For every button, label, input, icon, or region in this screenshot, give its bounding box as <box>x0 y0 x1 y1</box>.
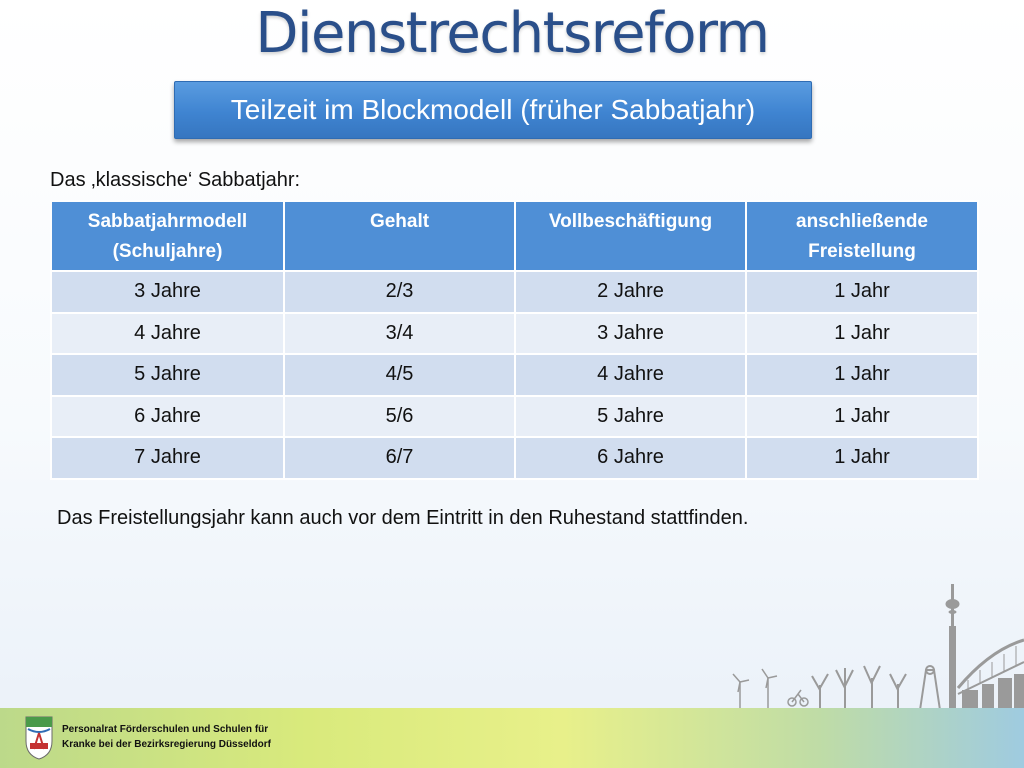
table-row <box>51 271 978 313</box>
cell-fulltime: 5 Jahre <box>515 396 746 438</box>
cell-model: 7 Jahre <box>51 437 284 479</box>
cell-salary: 3/4 <box>284 313 515 355</box>
cell-model: 4 Jahre <box>51 313 284 355</box>
cell-release: 1 Jahr <box>746 396 978 438</box>
cell-release: 1 Jahr <box>746 313 978 355</box>
city-skyline-icon <box>700 570 1024 710</box>
cell-model: 5 Jahre <box>51 354 284 396</box>
cell-salary: 2/3 <box>284 271 515 313</box>
table-row <box>51 437 978 479</box>
slide-title: Dienstrechtsreform <box>255 1 769 66</box>
header-release: anschließende Freistellung <box>746 201 978 271</box>
intro-text: Das ‚klassische‘ Sabbatjahr: <box>50 169 301 191</box>
cell-fulltime: 4 Jahre <box>515 354 746 396</box>
cell-salary: 4/5 <box>284 354 515 396</box>
organization-line-1: Personalrat Förderschulen und Schulen für <box>62 724 269 735</box>
sabbatical-table <box>50 200 979 480</box>
header-model: Sabbatjahrmodell (Schuljahre) <box>51 201 284 271</box>
subtitle-banner: Teilzeit im Blockmodell (früher Sabbatjahr) <box>174 81 812 139</box>
nrw-coat-of-arms-icon <box>24 715 54 760</box>
note-text: Das Freistellungsjahr kann auch vor dem Eintritt in den Ruhestand stattfinden. <box>57 507 749 529</box>
cell-fulltime: 3 Jahre <box>515 313 746 355</box>
cell-salary: 5/6 <box>284 396 515 438</box>
cell-release: 1 Jahr <box>746 271 978 313</box>
cell-release: 1 Jahr <box>746 437 978 479</box>
cell-fulltime: 2 Jahre <box>515 271 746 313</box>
cell-salary: 6/7 <box>284 437 515 479</box>
cell-release: 1 Jahr <box>746 354 978 396</box>
cell-model: 3 Jahre <box>51 271 284 313</box>
table-row <box>51 354 978 396</box>
header-fulltime: Vollbeschäftigung <box>515 201 746 271</box>
table-row <box>51 396 978 438</box>
cell-model: 6 Jahre <box>51 396 284 438</box>
organization-name <box>62 722 271 752</box>
cell-fulltime: 6 Jahre <box>515 437 746 479</box>
header-salary: Gehalt <box>284 201 515 271</box>
table-row <box>51 313 978 355</box>
table-header-row <box>51 201 978 271</box>
organization-line-2: Kranke bei der Bezirksregierung Düsseldorf <box>62 739 271 750</box>
